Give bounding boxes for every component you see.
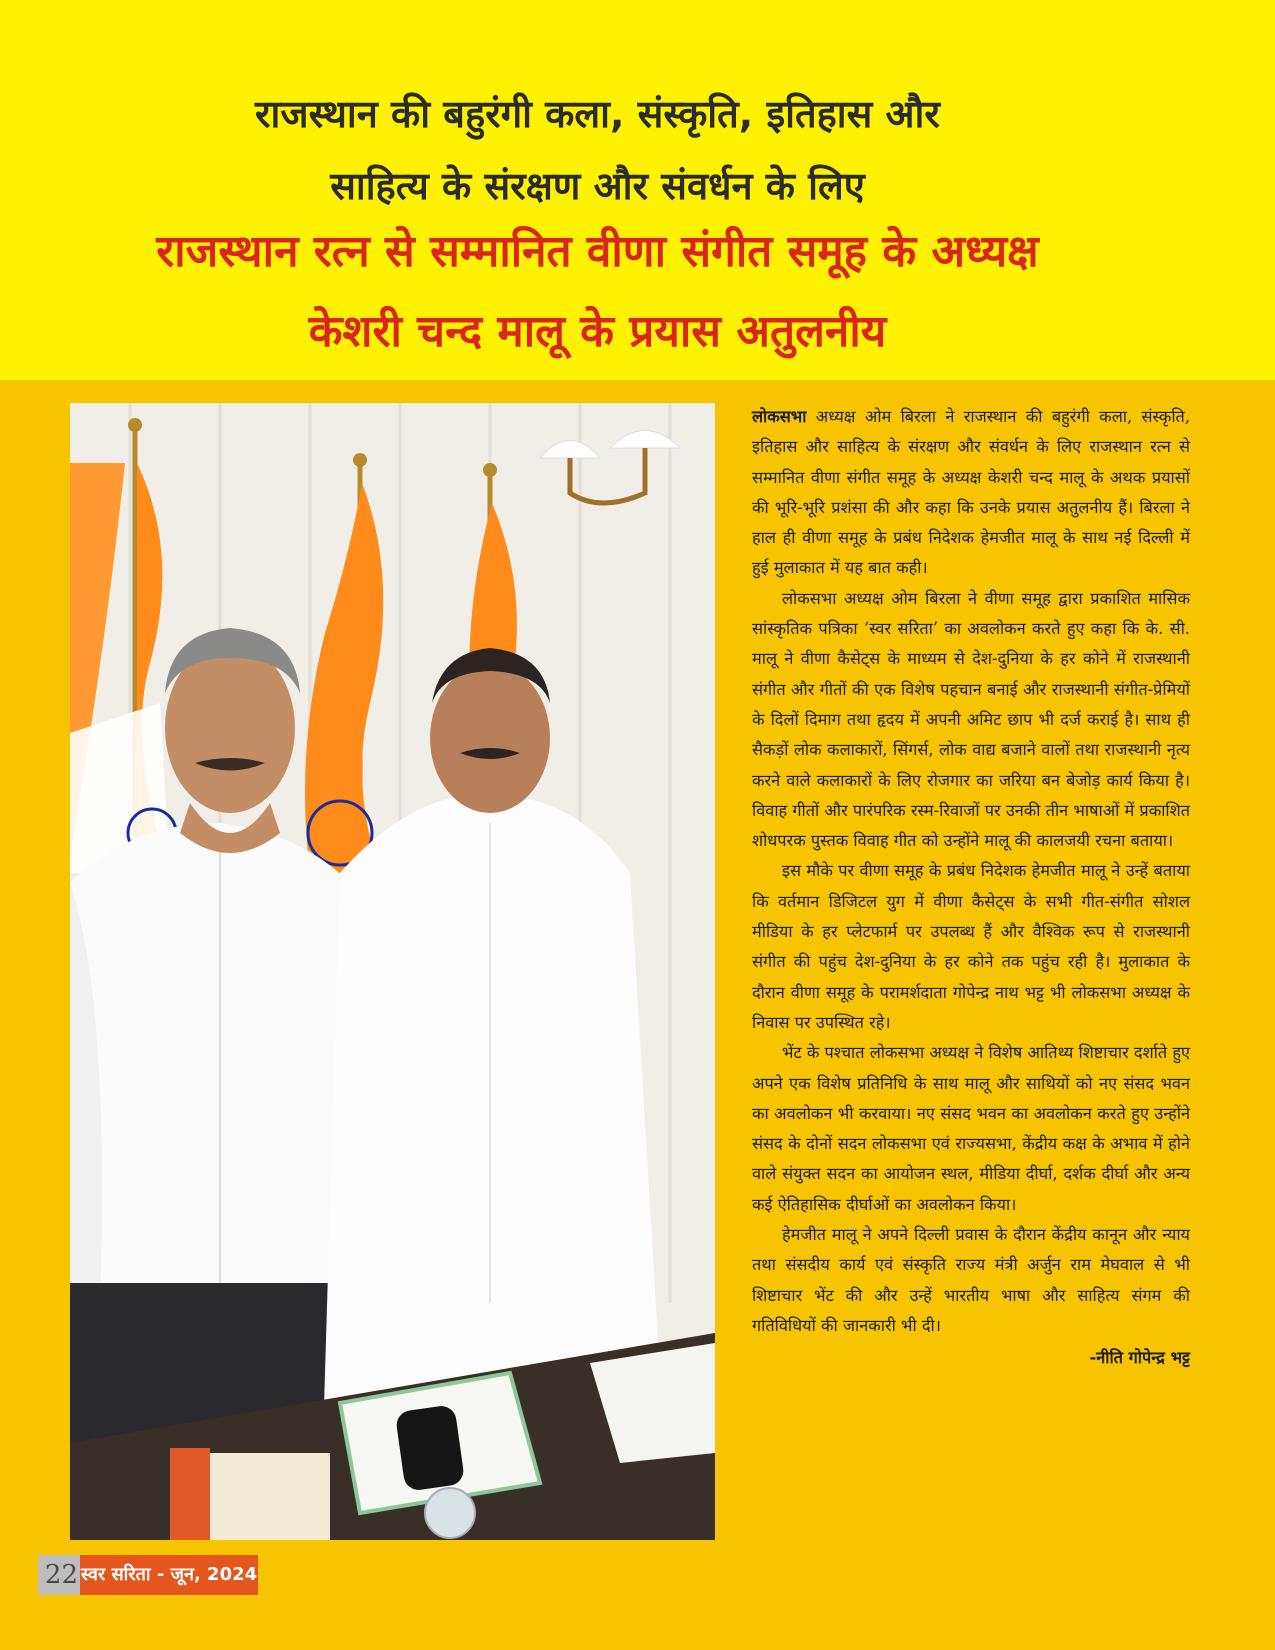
magazine-issue-label: स्वर सरिता - जून, 2024 (80, 1555, 258, 1595)
article-photo (70, 403, 715, 1540)
subtitle-line-1: राजस्थान की बहुरंगी कला, संस्कृति, इतिहास और (255, 92, 940, 136)
article-body (752, 402, 1190, 1374)
article-paragraph-2: लोकसभा अध्यक्ष ओम बिरला ने वीणा समूह द्वारा प्रकाशित मासिक सांस्कृतिक पत्रिका ‘स्वर सरिता’ का अवलोकन करते हुए कहा कि के. सी. मालू ने वीणा कैसेट्स के माध्यम से देश-दुनिया के हर कोने में राजस्थानी संगीत और गीतों की एक विशेष पहचान बनाई और राजस्थानी संगीत-प्रेमियों के दिलों दिमाग तथा हृदय में अपनी अमिट छाप भी दर्ज कराई है। साथ ही सैकड़ों लोक कलाकारों, सिंगर्स, लोक वाद्य बजाने वालों तथा राजस्थानी नृत्य करने वाले कलाकारों के लिए रोजगार का जरिया बन बेजोड़ कार्य किया है। विवाह गीतों और पारंपरिक रस्म-रिवाजों पर उनकी तीन भाषाओं में प्रकाशित शोधपरक पुस्तक विवाह गीत को उन्होंने मालू की कालजयी रचना बताया। (752, 588, 1190, 851)
article-paragraph-3: इस मौके पर वीणा समूह के प्रबंध निदेशक हेमजीत मालू ने उन्हें बताया कि वर्तमान डिजिटल युग में वीणा कैसेट्स के सभी गीत-संगीत सोशल मीडिया के हर प्लेटफार्म पर उपलब्ध हैं और वैश्विक रूप से राजस्थानी संगीत की पहुंच देश-दुनिया के हर कोने तक पहुंच रही है। मुलाकात के दौरान वीणा समूह के परामर्शदाता गोपेन्द्र नाथ भट्ट भी लोकसभा अध्यक्ष के निवास पर उपस्थित रहे। (752, 861, 1190, 1032)
article-paragraph-4: भेंट के पश्चात लोकसभा अध्यक्ष ने विशेष आतिथ्य शिष्टाचार दर्शाते हुए अपने एक विशेष प्रतिनिधि के साथ मालू और साथियों को नए संसद भवन का अवलोकन भी करवाया। नए संसद भवन का अवलोकन करते हुए उन्होंने संसद के दोनों सदन लोकसभा एवं राज्यसभा, केंद्रीय कक्ष के अभाव में होने वाले संयुक्त सदन का आयोजन स्थल, मीडिया दीर्घा, दर्शक दीर्घा और अन्य कई ऐतिहासिक दीर्घाओं का अवलोकन किया। (752, 1043, 1190, 1214)
subtitle-line-2: साहित्य के संरक्षण और संवर्धन के लिए (330, 164, 865, 208)
title-line-2: केशरी चन्द मालू के प्रयास अतुलनीय (308, 306, 887, 357)
article-paragraph-1 (752, 402, 1190, 584)
author-byline: -नीति गोपेन्द्र भट्ट (1089, 1348, 1190, 1368)
header-band (0, 0, 1275, 380)
page-footer (0, 1553, 1275, 1598)
article-paragraph-1-text: अध्यक्ष ओम बिरला ने राजस्थान की बहुरंगी कला, संस्कृति, इतिहास और साहित्य के संरक्षण और संवर्धन के लिए राजस्थान रत्न से सम्मानित वीणा संगीत समूह के अध्यक्ष केशरी चन्द मालू के अथक प्रयासों की भूरि-भूरि प्रशंसा की और कहा कि उनके प्रयास अतुलनीय हैं। बिरला ने हाल ही वीणा समूह के प्रबंध निदेशक हेमजीत मालू के साथ नई दिल्ली में हुई मुलाकात में यह बात कही। (752, 407, 1190, 578)
page-number: 22 (38, 1555, 80, 1595)
article-lead-word: लोकसभा (752, 407, 807, 426)
headline-subtitle (0, 78, 1275, 222)
title-line-1: राजस्थान रत्न से सम्मानित वीणा संगीत समूह के अध्यक्ष (156, 226, 1039, 277)
article-paragraph-5: हेमजीत मालू ने अपने दिल्ली प्रवास के दौरान केंद्रीय कानून और न्याय तथा संसदीय कार्य एवं संस्कृति राज्य मंत्री अर्जुन राम मेघवाल से भी शिष्टाचार भेंट की और उन्हें भारतीय भाषा और साहित्य संगम की गतिविधियों की जानकारी भी दी। (752, 1225, 1190, 1335)
headline-title (0, 212, 1275, 372)
